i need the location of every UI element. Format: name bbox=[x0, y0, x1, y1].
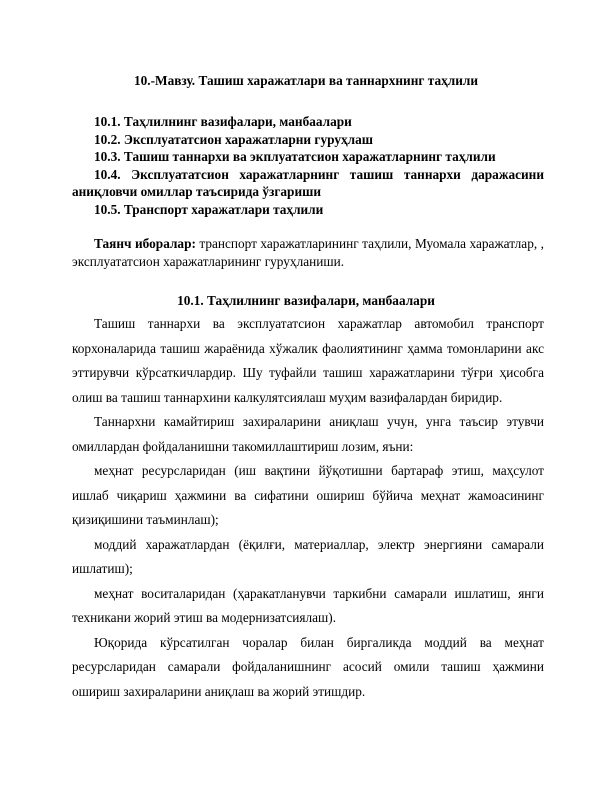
body-text bbox=[72, 312, 544, 704]
outline-item-4: 10.4. Эксплуататсион харажатларнинг ташиш таннархи даражасини аниқловчи омиллар таъсирида ўзгариши bbox=[72, 166, 544, 199]
title-text: Ташиш харажатлари ва таннархнинг таҳлили bbox=[195, 73, 478, 88]
outline-item-3: 10.3. Ташиш таннархи ва экплуататсион харажатларнинг таҳлили bbox=[94, 149, 496, 164]
keywords-text: транспорт харажатларининг таҳлили, Муомала харажатлар, , эксплуататсион харажатларининг гуруҳланиши. bbox=[72, 236, 544, 269]
paragraph-3: меҳнат ресурсларидан (иш вақтини йўқотишни бартараф этиш, маҳсулот ишлаб чиқариш ҳажмини ва сифатини ошириш бўйича меҳнат жамоасининг қизиқишини таъминлаш); bbox=[72, 463, 544, 527]
paragraph-4: моддий харажатлардан (ёқилғи, материаллар, электр энергияни самарали ишлатиш); bbox=[72, 536, 544, 576]
keywords-label: Таянч иборалар: bbox=[94, 236, 196, 251]
paragraph-6: Юқорида кўрсатилган чоралар билан биргаликда моддий ва меҳнат ресурсларидан самарали фойдаланишнинг асосий омили ташиш ҳажмини ошириш захираларини аниқлаш ва жорий этишдир. bbox=[72, 634, 544, 699]
paragraph-1: Ташиш таннархи ва эксплуататсион харажатлар автомобил транспорт корхоналарида ташиш жараёнида хўжалик фаолиятининг ҳамма томонларини акс эттирувчи кўрсаткичлардир. Шу туфайли ташиш харажатларини тўғри ҳисобга олиш ва ташиш таннархини калкулятсиялаш муҳим вазифалардан биридир. bbox=[72, 316, 544, 405]
outline-item-5: 10.5. Транспорт харажатлари таҳлили bbox=[94, 201, 324, 217]
paragraph-2: Таннархни камайтириш захираларини аниқлаш учун, унга таъсир этувчи омиллардан фойдаланишни такомиллаштириш лозим, яъни: bbox=[72, 414, 544, 454]
outline-item-2: 10.2. Эксплуататсион харажатларни гуруҳлаш bbox=[94, 131, 373, 147]
paragraph-5: меҳнат воситаларидан (ҳаракатланувчи таркибни самарали ишлатиш, янги техникани жорий этиш ва модернизатсиялаш). bbox=[72, 585, 544, 625]
section-heading: 10.1. Таҳлилнинг вазифалари, манбаалари bbox=[177, 293, 435, 308]
topic-outline bbox=[72, 113, 544, 218]
outline-item-1: 10.1. Таҳлилнинг вазифалари, манбаалари bbox=[94, 114, 352, 129]
title-prefix: 10.-Мавзу. bbox=[134, 73, 196, 88]
keywords-paragraph bbox=[72, 235, 544, 270]
page-title bbox=[0, 73, 612, 89]
